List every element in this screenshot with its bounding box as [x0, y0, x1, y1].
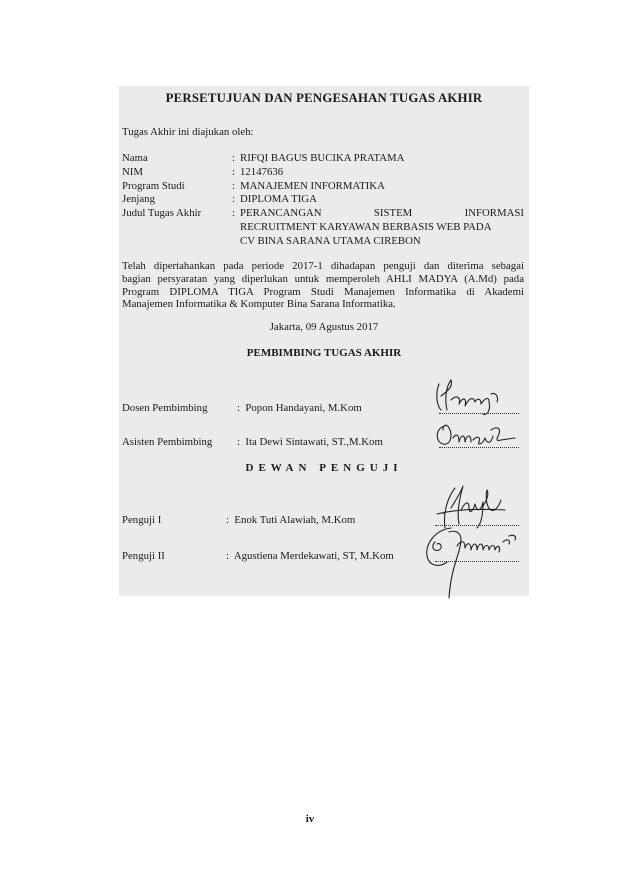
- place-date: Jakarta, 09 Agustus 2017: [269, 321, 379, 333]
- colon: :: [237, 402, 240, 414]
- document-title: PERSETUJUAN DAN PENGESAHAN TUGAS AKHIR: [165, 91, 483, 105]
- examiner-name-text: Agustiena Merdekawati, ST, M.Kom: [233, 550, 394, 562]
- identity-label: NIM: [122, 165, 143, 178]
- colon: :: [226, 514, 229, 526]
- supervisor-name: [237, 402, 362, 414]
- paragraph-line: Manajemen Informatika & Komputer Bina Sarana Informatika.: [122, 298, 396, 311]
- examiner-label: Penguji II: [122, 550, 165, 562]
- thesis-title-line: PERANCANGAN SISTEM INFORMASI: [240, 207, 524, 220]
- examiner-label: Penguji I: [122, 514, 162, 526]
- identity-value: DIPLOMA TIGA: [240, 193, 317, 206]
- identity-row-level: [122, 193, 524, 207]
- identity-label: Judul Tugas Akhir: [122, 207, 202, 220]
- supervisor-name-text: Popon Handayani, M.Kom: [245, 402, 362, 414]
- colon: :: [237, 436, 240, 448]
- colon: :: [232, 207, 235, 220]
- approval-paragraph: [122, 260, 524, 311]
- supervisor-label: Dosen Pembimbing: [122, 402, 208, 414]
- colon: :: [232, 152, 235, 164]
- examiner-name: [226, 514, 355, 526]
- scanned-approval-sheet: [119, 86, 529, 596]
- examiner-name-text: Enok Tuti Alawiah, M.Kom: [234, 514, 356, 526]
- thesis-title-line: CV BINA SARANA UTAMA CIREBON: [240, 234, 421, 247]
- supervisor-label: Asisten Pembimbing: [122, 436, 213, 448]
- identity-label: Nama: [122, 152, 148, 164]
- identity-row-nim: [122, 166, 524, 180]
- colon: :: [226, 550, 229, 562]
- identity-value: MANAJEMEN INFORMATIKA: [240, 179, 385, 192]
- identity-label: Jenjang: [122, 193, 155, 206]
- identity-value: RIFQI BAGUS BUCIKA PRATAMA: [240, 152, 405, 164]
- identity-label: Program Studi: [122, 179, 185, 192]
- page-number: iv: [305, 813, 315, 825]
- signature-penguji-2: [421, 522, 531, 602]
- supervisor-name-text: Ita Dewi Sintawati, ST.,M.Kom: [245, 436, 383, 448]
- section-heading-examiners: DEWAN PENGUJI: [245, 462, 403, 474]
- paragraph-line: bagian persyaratan yang diperlukan untuk memperoleh AHLI MADYA (A.Md) pada: [122, 272, 524, 285]
- supervisor-name: [237, 436, 383, 448]
- identity-row-name: [122, 152, 524, 166]
- paragraph-line: Telah dipertahankan pada periode 2017-1 dihadapan penguji dan diterima sebagai: [122, 260, 524, 272]
- section-heading-supervisor: PEMBIMBING TUGAS AKHIR: [246, 347, 402, 359]
- signature-asisten-pembimbing: [431, 416, 521, 452]
- paragraph-line: Program DIPLOMA TIGA Program Studi Manajemen Informatika di Akademi: [122, 285, 524, 298]
- colon: :: [232, 193, 235, 206]
- identity-table: [122, 152, 524, 249]
- thesis-title-value: [240, 207, 524, 248]
- identity-row-thesis-title: [122, 207, 524, 248]
- colon: :: [232, 179, 235, 192]
- identity-value: 12147636: [240, 165, 284, 178]
- colon: :: [232, 165, 235, 178]
- examiner-name: [226, 550, 394, 562]
- intro-text: Tugas Akhir ini diajukan oleh:: [122, 126, 254, 138]
- signature-dosen-pembimbing: [431, 376, 511, 418]
- thesis-title-line: RECRUITMENT KARYAWAN BERBASIS WEB PADA: [240, 220, 492, 233]
- identity-row-program: [122, 180, 524, 194]
